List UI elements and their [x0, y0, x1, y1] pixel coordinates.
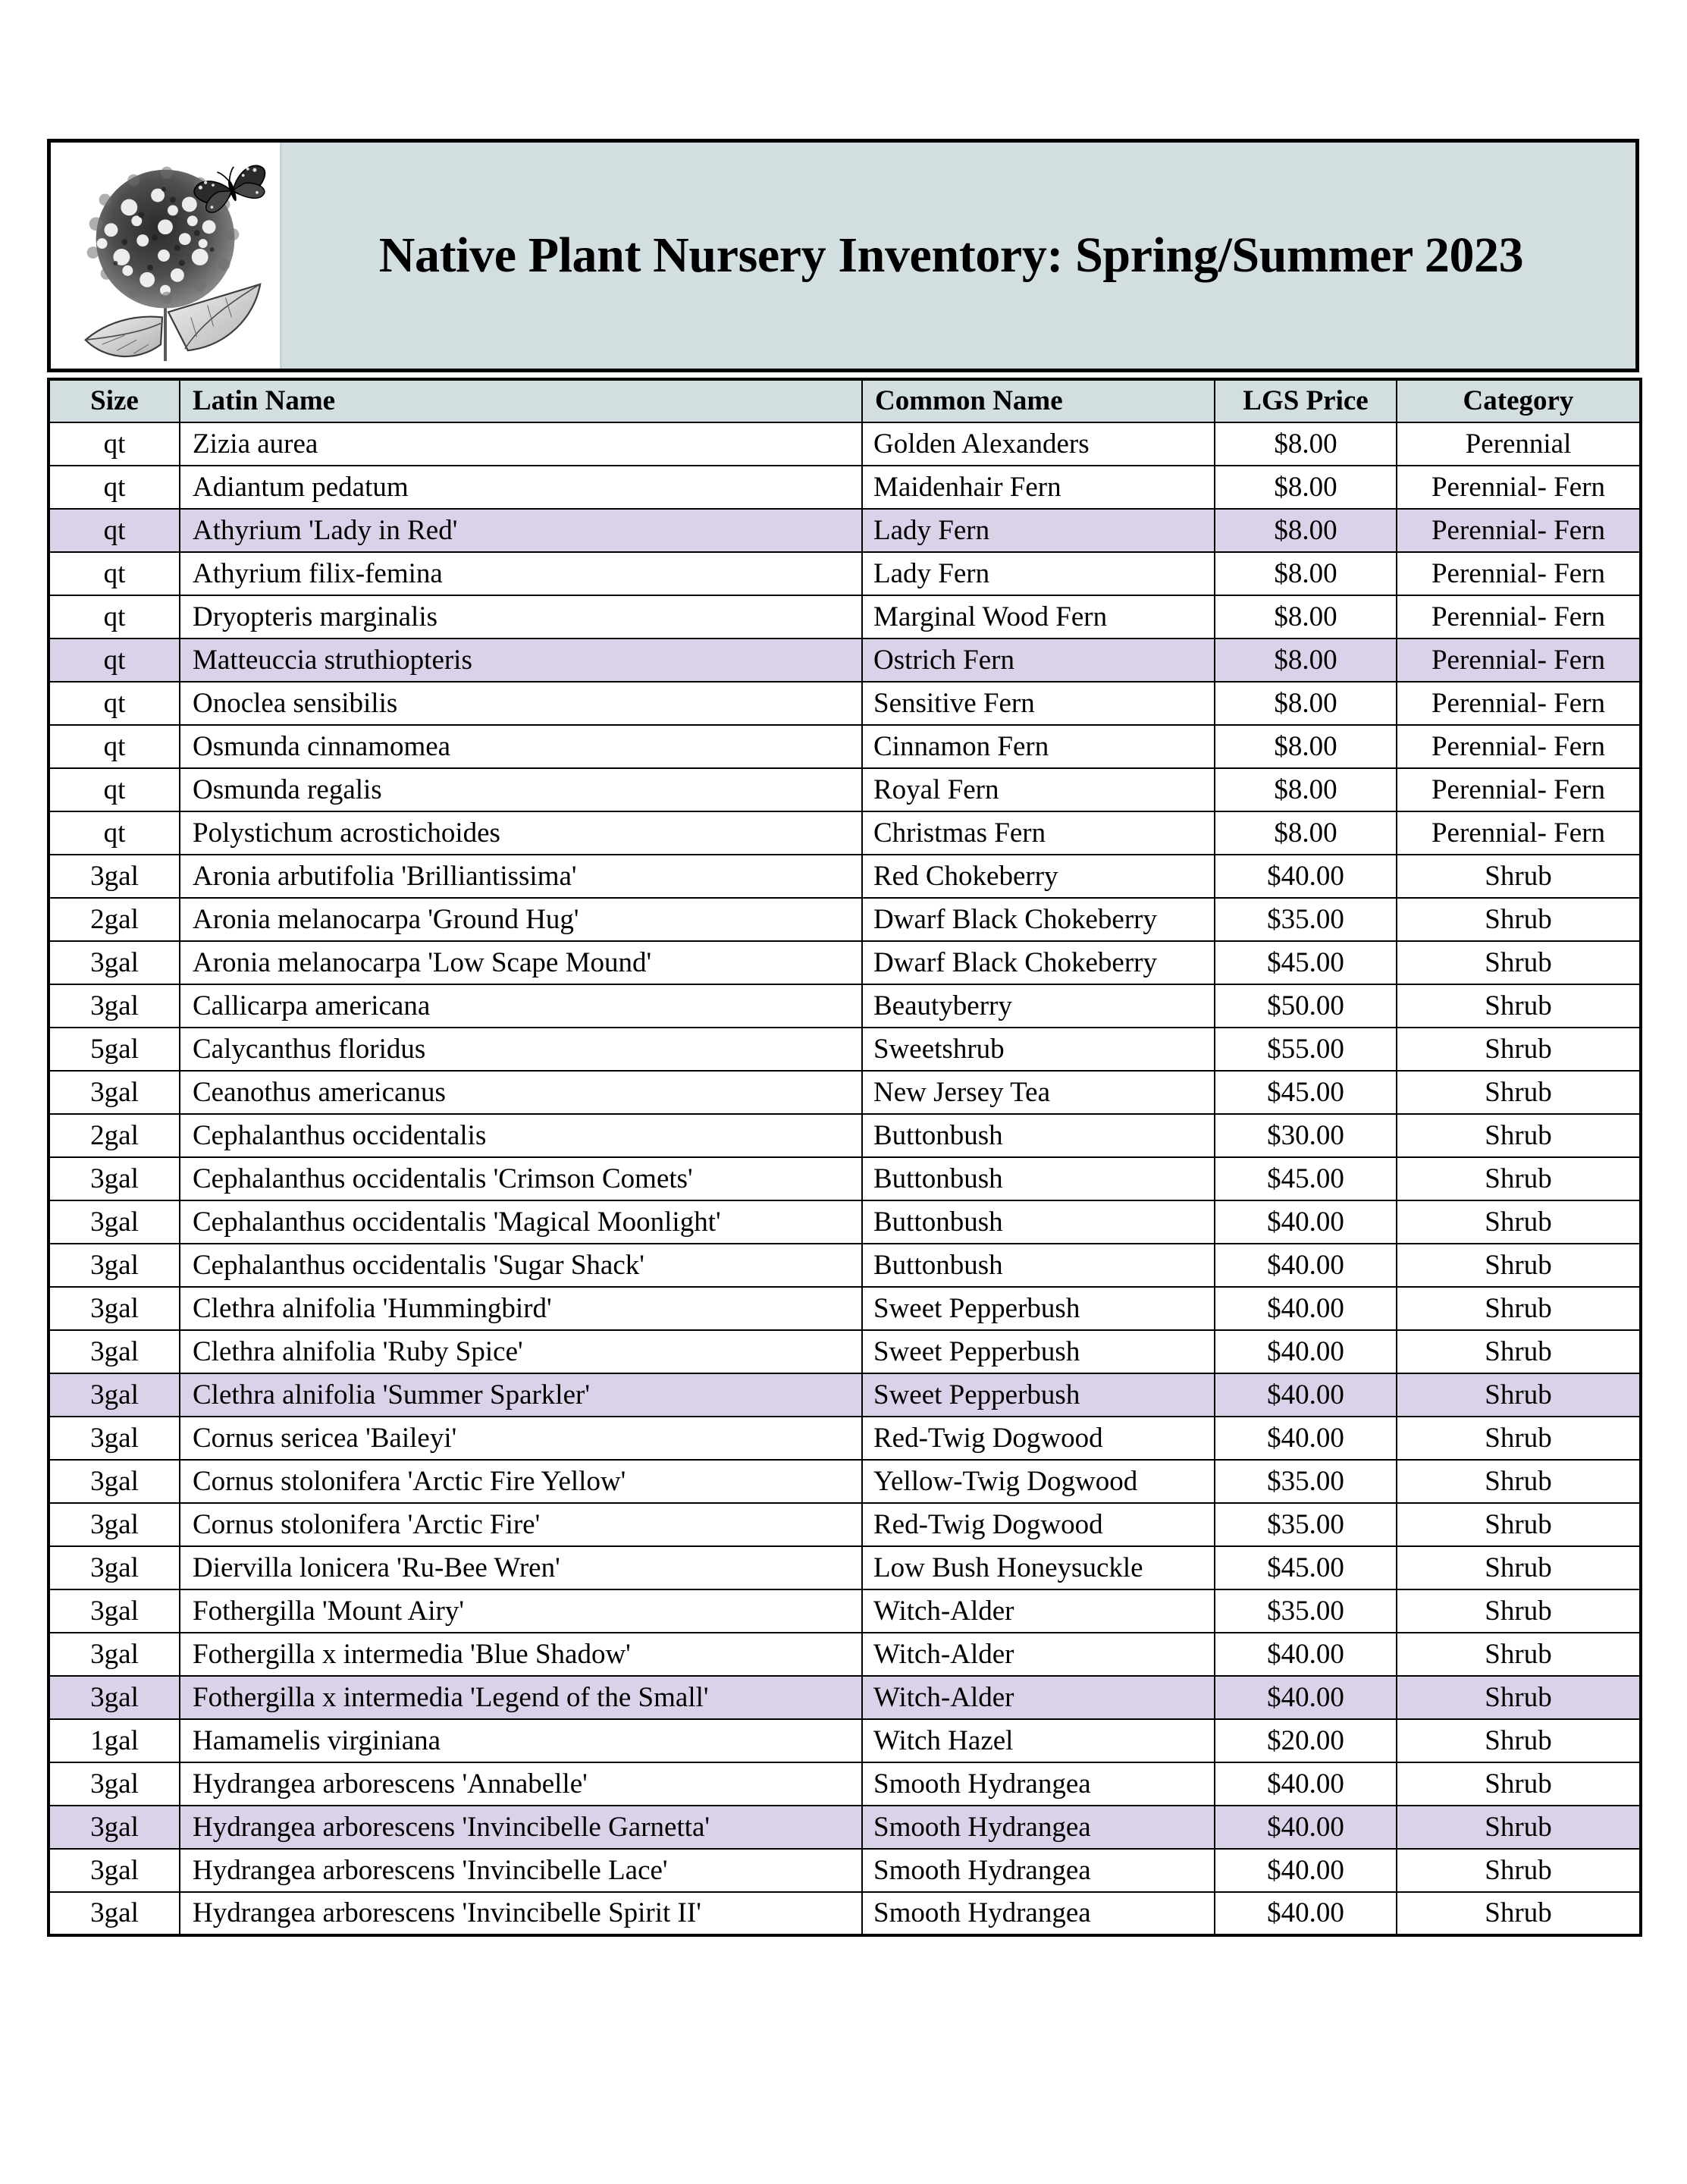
cell-common-name: Golden Alexanders — [862, 422, 1215, 466]
table-row[interactable] — [49, 1330, 1641, 1373]
cell-category: Shrub — [1397, 1071, 1641, 1114]
cell-size: qt — [49, 552, 180, 595]
cell-common-name: Smooth Hydrangea — [862, 1806, 1215, 1849]
cell-latin-name: Fothergilla x intermedia 'Blue Shadow' — [180, 1633, 862, 1676]
table-row[interactable] — [49, 941, 1641, 984]
cell-size: 3gal — [49, 1244, 180, 1287]
cell-latin-name: Cephalanthus occidentalis 'Magical Moonlight' — [180, 1200, 862, 1244]
cell-category: Shrub — [1397, 1244, 1641, 1287]
table-row[interactable] — [49, 1373, 1641, 1417]
cell-latin-name: Dryopteris marginalis — [180, 595, 862, 639]
cell-lgs-price: $35.00 — [1215, 1503, 1397, 1546]
cell-category: Perennial- Fern — [1397, 682, 1641, 725]
cell-size: 3gal — [49, 1200, 180, 1244]
cell-common-name: Sensitive Fern — [862, 682, 1215, 725]
table-row[interactable] — [49, 1503, 1641, 1546]
cell-latin-name: Matteuccia struthiopteris — [180, 639, 862, 682]
cell-category: Perennial- Fern — [1397, 639, 1641, 682]
cell-common-name: Beautyberry — [862, 984, 1215, 1028]
table-row[interactable] — [49, 1762, 1641, 1806]
cell-size: qt — [49, 595, 180, 639]
cell-lgs-price: $8.00 — [1215, 422, 1397, 466]
table-row[interactable] — [49, 1287, 1641, 1330]
cell-common-name: Dwarf Black Chokeberry — [862, 898, 1215, 941]
cell-latin-name: Aronia arbutifolia 'Brilliantissima' — [180, 855, 862, 898]
cell-lgs-price: $8.00 — [1215, 466, 1397, 509]
cell-size: 3gal — [49, 941, 180, 984]
cell-latin-name: Athyrium 'Lady in Red' — [180, 509, 862, 552]
table-row[interactable] — [49, 725, 1641, 768]
document-header-banner — [47, 139, 1639, 372]
table-row[interactable] — [49, 811, 1641, 855]
cell-latin-name: Zizia aurea — [180, 422, 862, 466]
cell-common-name: Smooth Hydrangea — [862, 1892, 1215, 1935]
cell-size: 3gal — [49, 984, 180, 1028]
table-row[interactable] — [49, 509, 1641, 552]
table-row[interactable] — [49, 768, 1641, 811]
cell-common-name: Yellow-Twig Dogwood — [862, 1460, 1215, 1503]
cell-size: qt — [49, 768, 180, 811]
cell-common-name: Witch-Alder — [862, 1589, 1215, 1633]
cell-size: qt — [49, 811, 180, 855]
cell-category: Shrub — [1397, 1719, 1641, 1762]
cell-category: Shrub — [1397, 1589, 1641, 1633]
cell-latin-name: Polystichum acrostichoides — [180, 811, 862, 855]
cell-category: Perennial — [1397, 422, 1641, 466]
cell-size: 3gal — [49, 1503, 180, 1546]
cell-size: 3gal — [49, 1762, 180, 1806]
cell-category: Shrub — [1397, 1892, 1641, 1935]
table-row[interactable] — [49, 1589, 1641, 1633]
flowering-plant-with-butterfly-icon — [51, 143, 280, 369]
cell-size: 3gal — [49, 1373, 180, 1417]
cell-size: 3gal — [49, 1589, 180, 1633]
cell-lgs-price: $30.00 — [1215, 1114, 1397, 1157]
table-row[interactable] — [49, 1460, 1641, 1503]
cell-lgs-price: $55.00 — [1215, 1028, 1397, 1071]
column-header-common-name[interactable]: Common Name — [862, 379, 1215, 422]
cell-common-name: Red-Twig Dogwood — [862, 1417, 1215, 1460]
cell-category: Shrub — [1397, 1503, 1641, 1546]
cell-size: 3gal — [49, 1460, 180, 1503]
table-row[interactable] — [49, 898, 1641, 941]
cell-size: 3gal — [49, 1071, 180, 1114]
cell-lgs-price: $8.00 — [1215, 725, 1397, 768]
cell-common-name: Buttonbush — [862, 1114, 1215, 1157]
cell-common-name: Christmas Fern — [862, 811, 1215, 855]
column-header-category[interactable]: Category — [1397, 379, 1641, 422]
table-row[interactable] — [49, 1849, 1641, 1892]
cell-common-name: Witch Hazel — [862, 1719, 1215, 1762]
cell-common-name: Sweet Pepperbush — [862, 1330, 1215, 1373]
cell-latin-name: Hydrangea arborescens 'Invincibelle Garnetta' — [180, 1806, 862, 1849]
cell-lgs-price: $45.00 — [1215, 941, 1397, 984]
cell-category: Shrub — [1397, 1157, 1641, 1200]
cell-category: Perennial- Fern — [1397, 552, 1641, 595]
cell-common-name: Witch-Alder — [862, 1676, 1215, 1719]
cell-lgs-price: $40.00 — [1215, 1244, 1397, 1287]
cell-common-name: New Jersey Tea — [862, 1071, 1215, 1114]
cell-latin-name: Diervilla lonicera 'Ru-Bee Wren' — [180, 1546, 862, 1589]
table-row[interactable] — [49, 1719, 1641, 1762]
cell-latin-name: Cephalanthus occidentalis 'Crimson Comets' — [180, 1157, 862, 1200]
cell-category: Perennial- Fern — [1397, 811, 1641, 855]
cell-size: 2gal — [49, 898, 180, 941]
cell-category: Perennial- Fern — [1397, 466, 1641, 509]
column-header-lgs-price[interactable]: LGS Price — [1215, 379, 1397, 422]
cell-lgs-price: $40.00 — [1215, 1633, 1397, 1676]
cell-common-name: Buttonbush — [862, 1157, 1215, 1200]
table-row[interactable] — [49, 1200, 1641, 1244]
nursery-logo — [51, 143, 282, 369]
cell-latin-name: Cornus stolonifera 'Arctic Fire' — [180, 1503, 862, 1546]
cell-size: 3gal — [49, 1806, 180, 1849]
cell-lgs-price: $35.00 — [1215, 898, 1397, 941]
cell-lgs-price: $40.00 — [1215, 1762, 1397, 1806]
cell-size: 3gal — [49, 1287, 180, 1330]
table-row[interactable] — [49, 422, 1641, 466]
cell-category: Shrub — [1397, 1806, 1641, 1849]
cell-lgs-price: $40.00 — [1215, 855, 1397, 898]
cell-latin-name: Adiantum pedatum — [180, 466, 862, 509]
cell-latin-name: Osmunda cinnamomea — [180, 725, 862, 768]
cell-lgs-price: $40.00 — [1215, 1849, 1397, 1892]
cell-latin-name: Calycanthus floridus — [180, 1028, 862, 1071]
cell-common-name: Low Bush Honeysuckle — [862, 1546, 1215, 1589]
cell-size: 1gal — [49, 1719, 180, 1762]
cell-category: Shrub — [1397, 984, 1641, 1028]
cell-lgs-price: $40.00 — [1215, 1373, 1397, 1417]
cell-size: 3gal — [49, 1849, 180, 1892]
cell-category: Shrub — [1397, 1762, 1641, 1806]
cell-common-name: Royal Fern — [862, 768, 1215, 811]
cell-category: Shrub — [1397, 1849, 1641, 1892]
cell-size: 3gal — [49, 1417, 180, 1460]
cell-size: 3gal — [49, 1330, 180, 1373]
cell-common-name: Red Chokeberry — [862, 855, 1215, 898]
cell-size: qt — [49, 509, 180, 552]
cell-category: Shrub — [1397, 1417, 1641, 1460]
table-row[interactable] — [49, 1417, 1641, 1460]
table-row[interactable] — [49, 1114, 1641, 1157]
cell-size: 3gal — [49, 1633, 180, 1676]
cell-category: Shrub — [1397, 1114, 1641, 1157]
cell-common-name: Buttonbush — [862, 1244, 1215, 1287]
table-row[interactable] — [49, 595, 1641, 639]
cell-category: Shrub — [1397, 941, 1641, 984]
cell-category: Perennial- Fern — [1397, 595, 1641, 639]
cell-latin-name: Osmunda regalis — [180, 768, 862, 811]
cell-size: qt — [49, 639, 180, 682]
table-row[interactable] — [49, 466, 1641, 509]
cell-common-name: Sweet Pepperbush — [862, 1373, 1215, 1417]
cell-latin-name: Onoclea sensibilis — [180, 682, 862, 725]
cell-category: Shrub — [1397, 1633, 1641, 1676]
cell-latin-name: Hydrangea arborescens 'Invincibelle Lace' — [180, 1849, 862, 1892]
cell-lgs-price: $8.00 — [1215, 811, 1397, 855]
cell-size: 3gal — [49, 855, 180, 898]
document-page — [47, 139, 1639, 1937]
cell-category: Shrub — [1397, 1287, 1641, 1330]
cell-lgs-price: $50.00 — [1215, 984, 1397, 1028]
table-header — [49, 379, 1641, 422]
table-row[interactable] — [49, 1633, 1641, 1676]
cell-lgs-price: $40.00 — [1215, 1417, 1397, 1460]
table-row[interactable] — [49, 1071, 1641, 1114]
cell-size: qt — [49, 466, 180, 509]
cell-latin-name: Athyrium filix-femina — [180, 552, 862, 595]
cell-lgs-price: $40.00 — [1215, 1200, 1397, 1244]
table-row[interactable] — [49, 639, 1641, 682]
cell-category: Perennial- Fern — [1397, 768, 1641, 811]
table-row[interactable] — [49, 552, 1641, 595]
cell-lgs-price: $40.00 — [1215, 1287, 1397, 1330]
table-row[interactable] — [49, 1806, 1641, 1849]
cell-latin-name: Hydrangea arborescens 'Invincibelle Spirit II' — [180, 1892, 862, 1935]
table-row[interactable] — [49, 1892, 1641, 1935]
cell-lgs-price: $8.00 — [1215, 639, 1397, 682]
cell-common-name: Marginal Wood Fern — [862, 595, 1215, 639]
cell-lgs-price: $8.00 — [1215, 595, 1397, 639]
cell-common-name: Sweet Pepperbush — [862, 1287, 1215, 1330]
page-title: Native Plant Nursery Inventory: Spring/Summer 2023 — [378, 228, 1524, 283]
cell-size: qt — [49, 682, 180, 725]
cell-category: Shrub — [1397, 1330, 1641, 1373]
table-body — [49, 422, 1641, 1935]
cell-category: Shrub — [1397, 1028, 1641, 1071]
table-header-row — [49, 379, 1641, 422]
cell-common-name: Dwarf Black Chokeberry — [862, 941, 1215, 984]
cell-latin-name: Clethra alnifolia 'Summer Sparkler' — [180, 1373, 862, 1417]
cell-latin-name: Cornus stolonifera 'Arctic Fire Yellow' — [180, 1460, 862, 1503]
cell-common-name: Maidenhair Fern — [862, 466, 1215, 509]
cell-lgs-price: $8.00 — [1215, 509, 1397, 552]
cell-category: Shrub — [1397, 1546, 1641, 1589]
cell-common-name: Cinnamon Fern — [862, 725, 1215, 768]
cell-common-name: Witch-Alder — [862, 1633, 1215, 1676]
cell-category: Perennial- Fern — [1397, 509, 1641, 552]
table-row[interactable] — [49, 1028, 1641, 1071]
cell-size: qt — [49, 422, 180, 466]
cell-common-name: Lady Fern — [862, 509, 1215, 552]
table-row[interactable] — [49, 1244, 1641, 1287]
cell-latin-name: Clethra alnifolia 'Ruby Spice' — [180, 1330, 862, 1373]
table-row[interactable] — [49, 682, 1641, 725]
cell-category: Shrub — [1397, 1676, 1641, 1719]
cell-size: 5gal — [49, 1028, 180, 1071]
inventory-table — [47, 378, 1642, 1937]
cell-latin-name: Callicarpa americana — [180, 984, 862, 1028]
cell-category: Shrub — [1397, 1373, 1641, 1417]
cell-category: Shrub — [1397, 1200, 1641, 1244]
cell-lgs-price: $45.00 — [1215, 1157, 1397, 1200]
cell-category: Shrub — [1397, 855, 1641, 898]
cell-lgs-price: $8.00 — [1215, 768, 1397, 811]
cell-common-name: Buttonbush — [862, 1200, 1215, 1244]
cell-lgs-price: $40.00 — [1215, 1806, 1397, 1849]
table-row[interactable] — [49, 1676, 1641, 1719]
cell-latin-name: Cornus sericea 'Baileyi' — [180, 1417, 862, 1460]
cell-lgs-price: $45.00 — [1215, 1071, 1397, 1114]
cell-latin-name: Ceanothus americanus — [180, 1071, 862, 1114]
cell-category: Shrub — [1397, 1460, 1641, 1503]
table-row[interactable] — [49, 1546, 1641, 1589]
cell-size: 3gal — [49, 1676, 180, 1719]
cell-latin-name: Fothergilla x intermedia 'Legend of the Small' — [180, 1676, 862, 1719]
cell-common-name: Ostrich Fern — [862, 639, 1215, 682]
title-cell — [282, 143, 1635, 369]
cell-latin-name: Fothergilla 'Mount Airy' — [180, 1589, 862, 1633]
cell-common-name: Lady Fern — [862, 552, 1215, 595]
cell-category: Shrub — [1397, 898, 1641, 941]
cell-latin-name: Aronia melanocarpa 'Ground Hug' — [180, 898, 862, 941]
column-header-size[interactable]: Size — [49, 379, 180, 422]
cell-latin-name: Aronia melanocarpa 'Low Scape Mound' — [180, 941, 862, 984]
cell-latin-name: Hamamelis virginiana — [180, 1719, 862, 1762]
cell-size: 3gal — [49, 1546, 180, 1589]
table-row[interactable] — [49, 1157, 1641, 1200]
cell-size: 3gal — [49, 1892, 180, 1935]
cell-lgs-price: $40.00 — [1215, 1330, 1397, 1373]
cell-lgs-price: $35.00 — [1215, 1589, 1397, 1633]
cell-lgs-price: $40.00 — [1215, 1892, 1397, 1935]
cell-latin-name: Hydrangea arborescens 'Annabelle' — [180, 1762, 862, 1806]
cell-size: 2gal — [49, 1114, 180, 1157]
cell-size: qt — [49, 725, 180, 768]
cell-latin-name: Cephalanthus occidentalis 'Sugar Shack' — [180, 1244, 862, 1287]
cell-common-name: Red-Twig Dogwood — [862, 1503, 1215, 1546]
cell-latin-name: Cephalanthus occidentalis — [180, 1114, 862, 1157]
cell-latin-name: Clethra alnifolia 'Hummingbird' — [180, 1287, 862, 1330]
cell-lgs-price: $8.00 — [1215, 682, 1397, 725]
table-row[interactable] — [49, 855, 1641, 898]
cell-lgs-price: $8.00 — [1215, 552, 1397, 595]
table-row[interactable] — [49, 984, 1641, 1028]
cell-category: Perennial- Fern — [1397, 725, 1641, 768]
cell-lgs-price: $45.00 — [1215, 1546, 1397, 1589]
cell-common-name: Smooth Hydrangea — [862, 1849, 1215, 1892]
cell-common-name: Sweetshrub — [862, 1028, 1215, 1071]
cell-common-name: Smooth Hydrangea — [862, 1762, 1215, 1806]
column-header-latin-name[interactable]: Latin Name — [180, 379, 862, 422]
cell-lgs-price: $35.00 — [1215, 1460, 1397, 1503]
cell-lgs-price: $40.00 — [1215, 1676, 1397, 1719]
cell-size: 3gal — [49, 1157, 180, 1200]
cell-lgs-price: $20.00 — [1215, 1719, 1397, 1762]
